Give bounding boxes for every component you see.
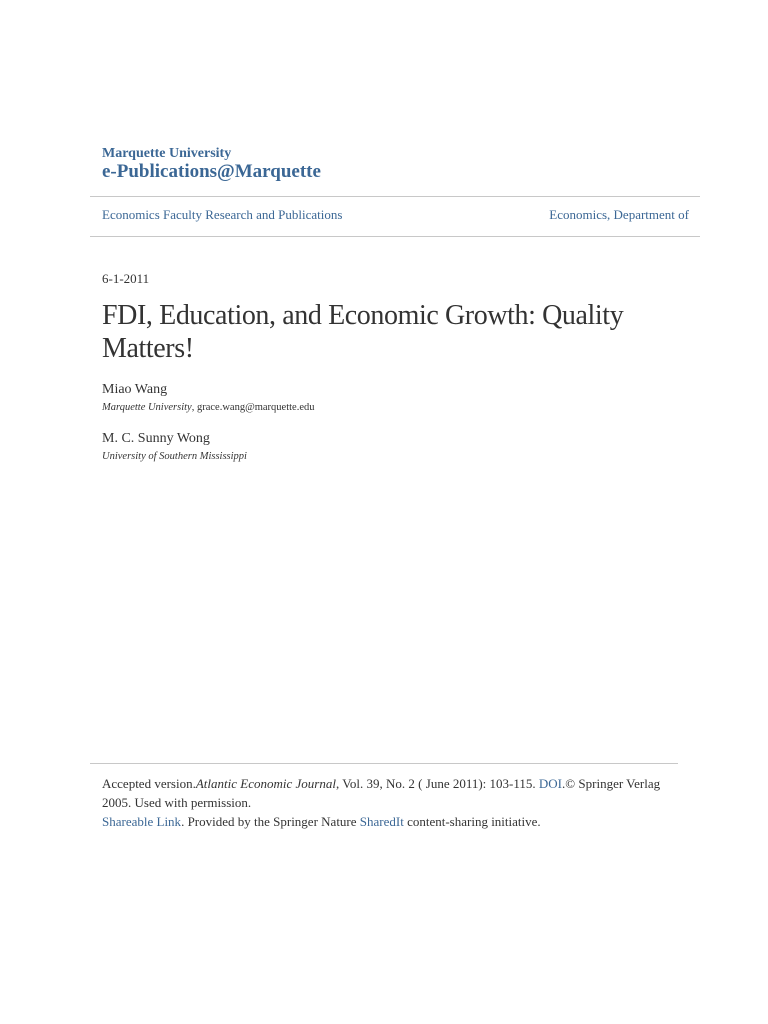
- author-affiliation: [102, 401, 315, 414]
- publication-date: 6-1-2011: [102, 271, 150, 286]
- shareable-link[interactable]: Shareable Link: [102, 814, 182, 829]
- repository-link[interactable]: e-Publications@Marquette: [102, 161, 321, 182]
- author-email: , grace.wang@marquette.edu: [191, 402, 315, 413]
- sharedit-link[interactable]: SharedIt: [359, 814, 404, 829]
- top-divider: [90, 196, 700, 197]
- citation-prefix: Accepted version.: [102, 776, 196, 791]
- institution-name: Marquette University: [102, 146, 232, 161]
- citation-suffix: content-sharing initiative.: [403, 814, 541, 829]
- affiliation-name: University of Southern Mississippi: [102, 451, 247, 462]
- author-affiliation: [102, 450, 247, 463]
- department-link[interactable]: Economics, Department of: [549, 207, 689, 222]
- doi-link[interactable]: DOI: [538, 776, 563, 791]
- citation-details: , Vol. 39, No. 2 ( June 2011): 103-115.: [335, 776, 539, 791]
- citation-block: [102, 774, 662, 831]
- provided-text: . Provided by the Springer Nature: [181, 814, 360, 829]
- middle-divider: [90, 236, 700, 237]
- journal-name: Atlantic Economic Journal: [195, 776, 336, 791]
- author-name: Miao Wang: [102, 382, 168, 397]
- affiliation-name: Marquette University: [102, 402, 192, 413]
- copyright-text: .© Springer Verlag 2005. Used with permission.: [102, 776, 661, 810]
- author-name: M. C. Sunny Wong: [102, 431, 210, 446]
- series-link[interactable]: Economics Faculty Research and Publications: [102, 207, 343, 222]
- article-title: FDI, Education, and Economic Growth: Quality Matters!: [102, 300, 624, 364]
- bottom-divider: [90, 763, 678, 764]
